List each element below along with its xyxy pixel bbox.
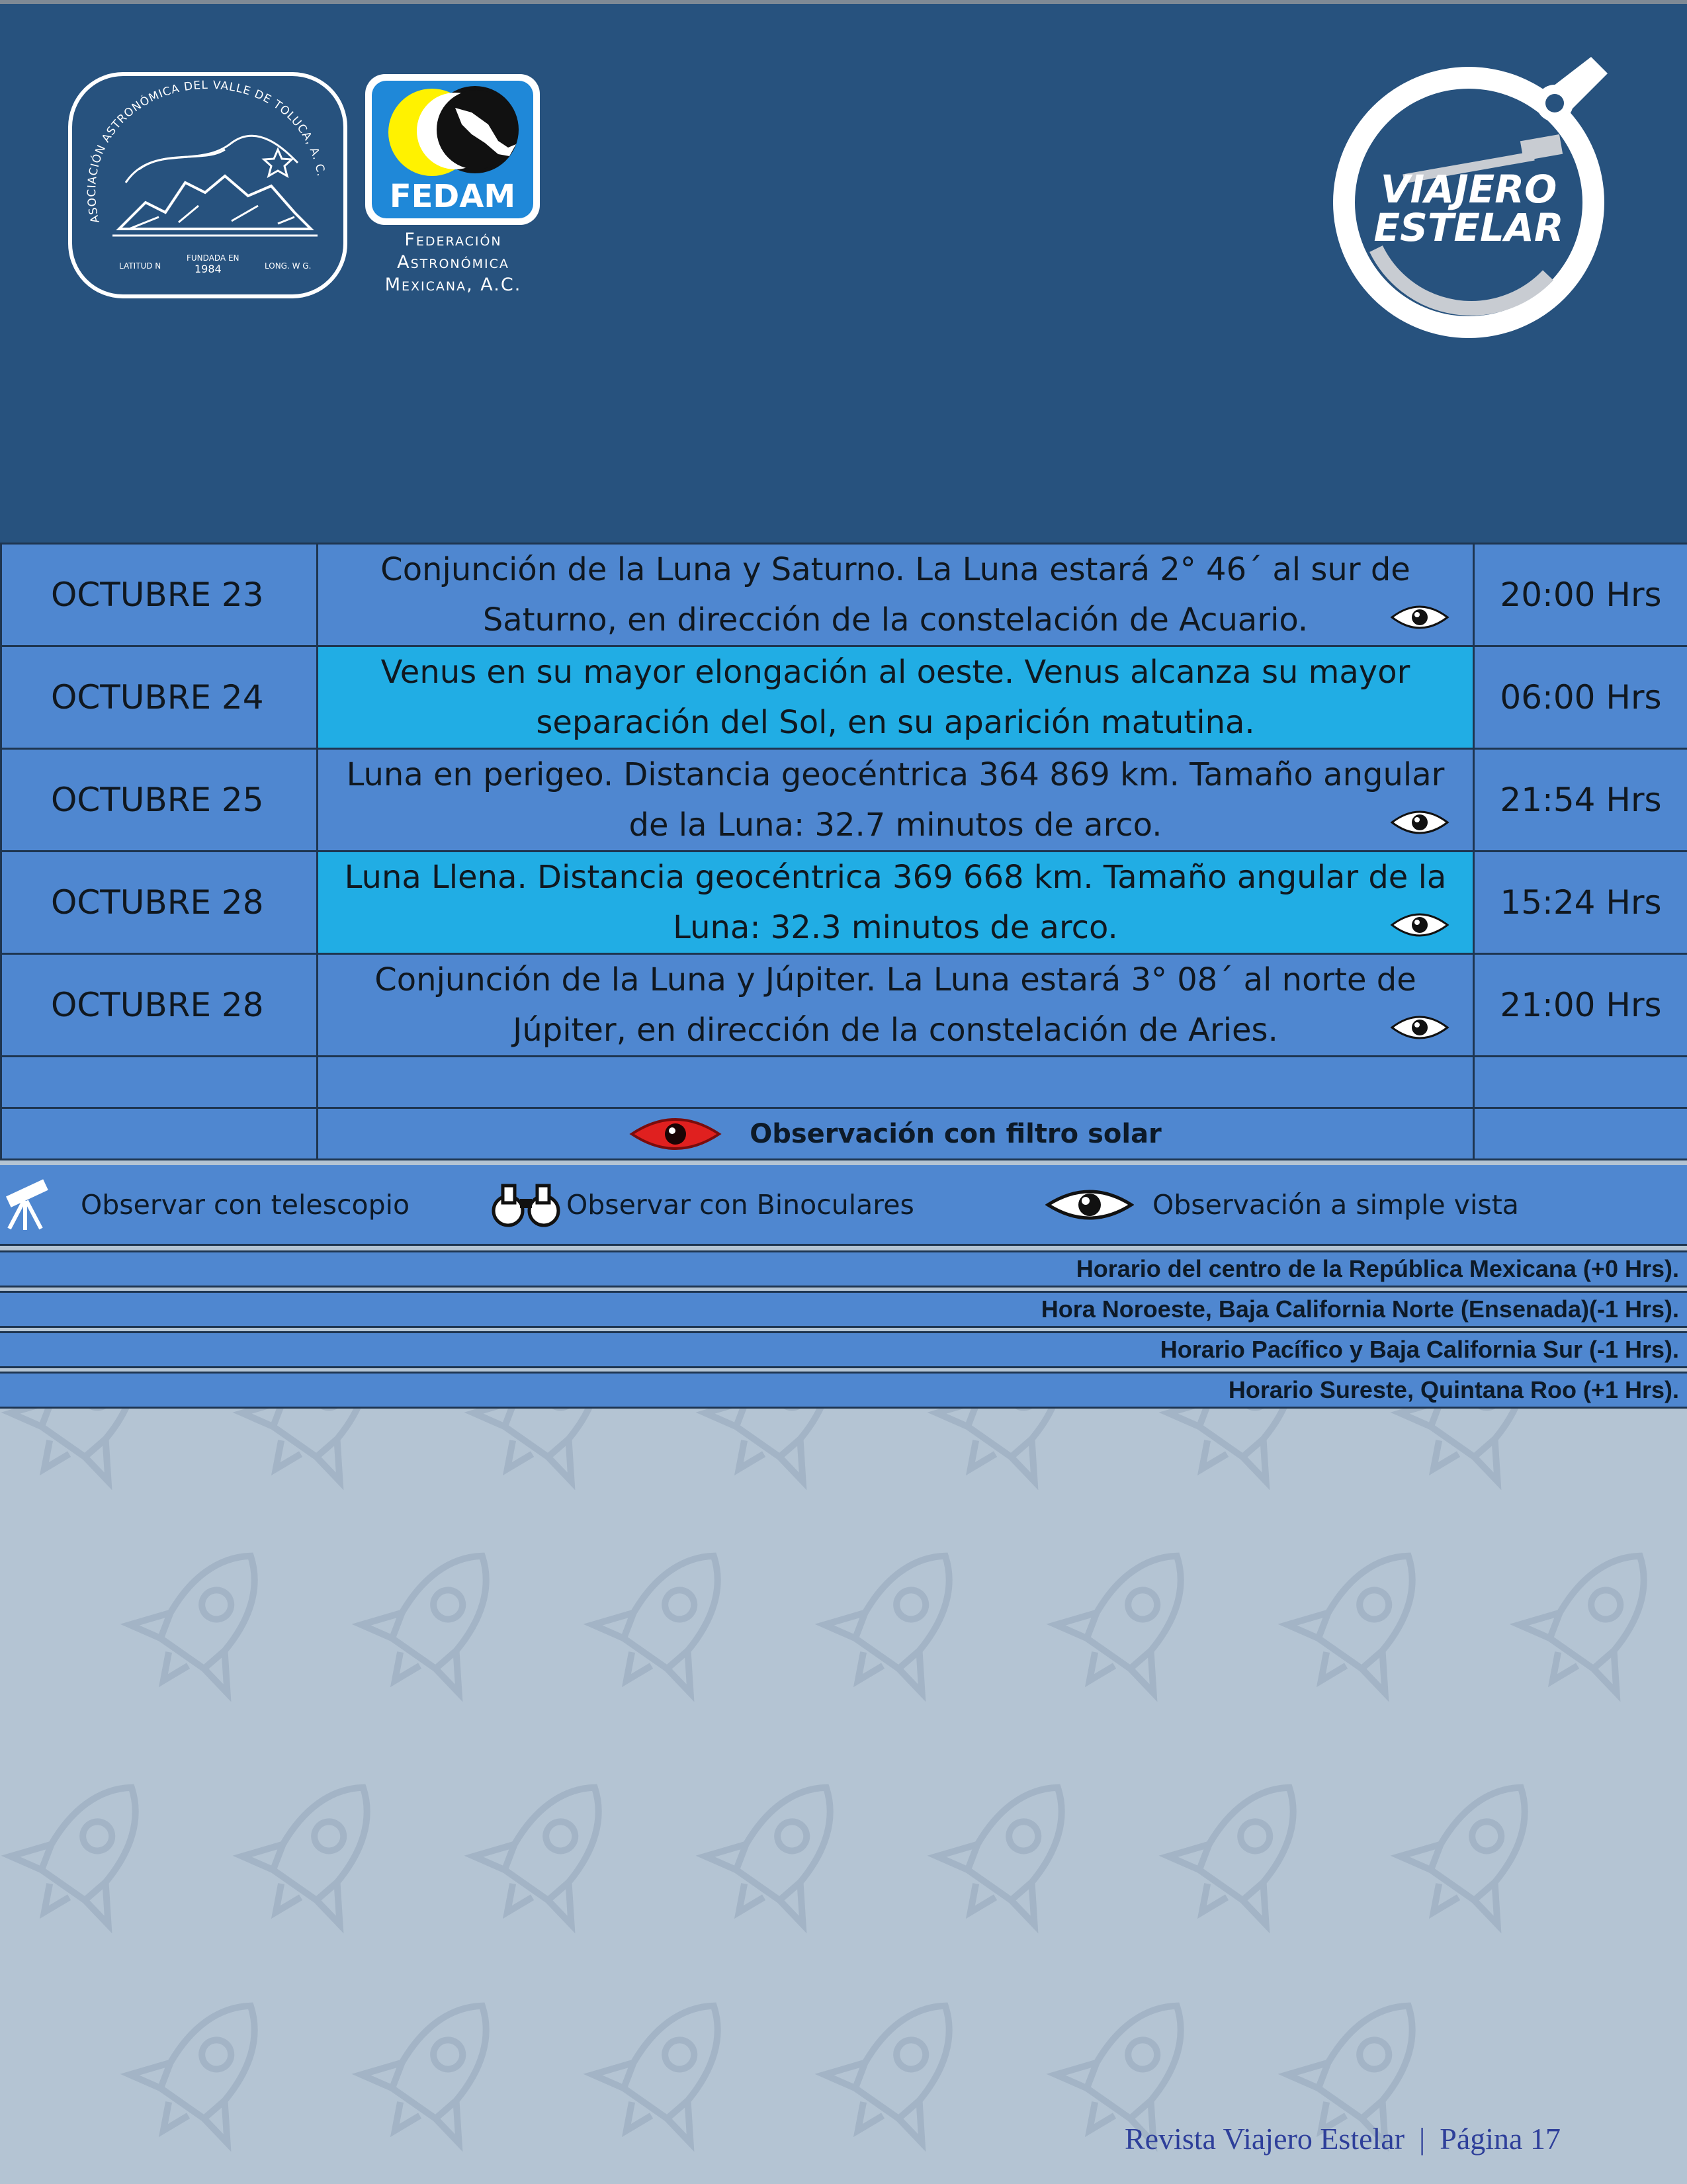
legend-naked-eye <box>1045 1165 1519 1244</box>
magazine-name: Revista Viajero Estelar <box>1125 2122 1405 2156</box>
svg-text:ASOCIACIÓN ASTRONÓMICA DEL VAL <box>85 79 327 224</box>
eye-icon <box>1389 1013 1450 1042</box>
fedam-subtitle-line: Mexicana, A.C. <box>384 275 522 295</box>
event-description-text: Luna en perigeo. Distancia geocéntrica 364 869 km. Tamaño angular de la Luna: 32.7 minutos de arco. <box>346 756 1445 844</box>
event-time: 20:00 Hrs <box>1474 544 1687 646</box>
viajero-text: VIAJERO <box>1380 167 1557 212</box>
empty-cell <box>1 1057 318 1108</box>
event-date: OCTUBRE 28 <box>1 852 318 954</box>
fedam-name: FEDAM <box>389 178 516 215</box>
fedam-subtitle-line: Federación <box>404 230 502 250</box>
event-description-text: Conjunción de la Luna y Saturno. La Luna estará 2° 46´ al sur de Saturno, en dirección de la constelación de Acuario. <box>380 551 1410 638</box>
fedam-subtitle-line: Astronómica <box>397 252 509 273</box>
page-header <box>0 0 1687 544</box>
table-row-empty <box>1 1057 1687 1108</box>
table-row-filter-note <box>1 1108 1687 1160</box>
telescope-icon <box>0 1178 53 1231</box>
table-row <box>1 749 1687 852</box>
empty-cell <box>318 1057 1474 1108</box>
eye-icon <box>1045 1186 1134 1223</box>
table-row <box>1 954 1687 1057</box>
event-description <box>318 544 1474 646</box>
timezone-row: Horario Sureste, Quintana Roo (+1 Hrs). <box>0 1372 1687 1409</box>
legend-naked-eye-text: Observación a simple vista <box>1152 1188 1519 1221</box>
page-footer <box>1125 2121 1561 2156</box>
timezone-row: Horario Pacífico y Baja California Sur (-1 Hrs). <box>0 1331 1687 1368</box>
event-description-text: Conjunción de la Luna y Júpiter. La Luna estará 3° 08´ al norte de Júpiter, en dirección de la constelación de Aries. <box>374 961 1416 1049</box>
event-description <box>318 954 1474 1057</box>
estelar-text: ESTELAR <box>1373 205 1564 250</box>
event-description <box>318 646 1474 749</box>
avty-logo <box>66 70 349 300</box>
event-time: 06:00 Hrs <box>1474 646 1687 749</box>
timezone-row: Horario del centro de la República Mexicana (+0 Hrs). <box>0 1250 1687 1288</box>
event-date: OCTUBRE 28 <box>1 954 318 1057</box>
table-row <box>1 646 1687 749</box>
fedam-logo <box>363 71 542 228</box>
empty-cell <box>1 1108 318 1160</box>
avty-lat-label: LATITUD N <box>119 261 161 271</box>
fedam-subtitle <box>357 229 549 296</box>
empty-cell <box>1474 1057 1687 1108</box>
timezone-row: Hora Noroeste, Baja California Norte (Ensenada)(-1 Hrs). <box>0 1291 1687 1328</box>
eye-icon <box>1389 910 1450 939</box>
filter-note-cell <box>318 1108 1474 1160</box>
eye-icon <box>1389 808 1450 837</box>
events-table <box>0 543 1687 1160</box>
event-description-text: Luna Llena. Distancia geocéntrica 369 668 km. Tamaño angular de la Luna: 32.3 minutos de arco. <box>344 859 1447 946</box>
event-description-text: Venus en su mayor elongación al oeste. Venus alcanza su mayor separación del Sol, en su aparición matutina. <box>380 654 1410 741</box>
legend-binoculars-text: Observar con Binoculares <box>566 1188 914 1221</box>
icon-legend <box>0 1165 1687 1246</box>
empty-cell <box>1474 1108 1687 1160</box>
event-time: 21:54 Hrs <box>1474 749 1687 852</box>
avty-founded: FUNDADA EN <box>187 253 239 263</box>
legend-telescope <box>0 1165 410 1244</box>
table-row <box>1 852 1687 954</box>
event-date: OCTUBRE 25 <box>1 749 318 852</box>
event-time: 21:00 Hrs <box>1474 954 1687 1057</box>
footer-separator: | <box>1419 2122 1426 2156</box>
binoculars-icon <box>490 1182 562 1228</box>
rocket-pattern-background <box>0 1389 1687 2184</box>
eye-icon <box>1389 603 1450 632</box>
avty-long-label: LONG. W G. <box>265 261 312 271</box>
legend-binoculars <box>490 1165 914 1244</box>
red-eye-icon <box>629 1114 722 1154</box>
page-number: Página 17 <box>1440 2122 1561 2156</box>
legend-telescope-text: Observar con telescopio <box>81 1188 410 1221</box>
event-time: 15:24 Hrs <box>1474 852 1687 954</box>
avty-arc-text: ASOCIACIÓN ASTRONÓMICA DEL VALLE DE TOLUCA, A. C. <box>85 78 328 225</box>
event-date: OCTUBRE 23 <box>1 544 318 646</box>
viajero-estelar-logo <box>1330 50 1621 348</box>
avty-year: 1984 <box>195 263 222 275</box>
event-date: OCTUBRE 24 <box>1 646 318 749</box>
event-description <box>318 852 1474 954</box>
table-row <box>1 544 1687 646</box>
filter-note-text: Observación con filtro solar <box>750 1118 1162 1149</box>
event-description <box>318 749 1474 852</box>
